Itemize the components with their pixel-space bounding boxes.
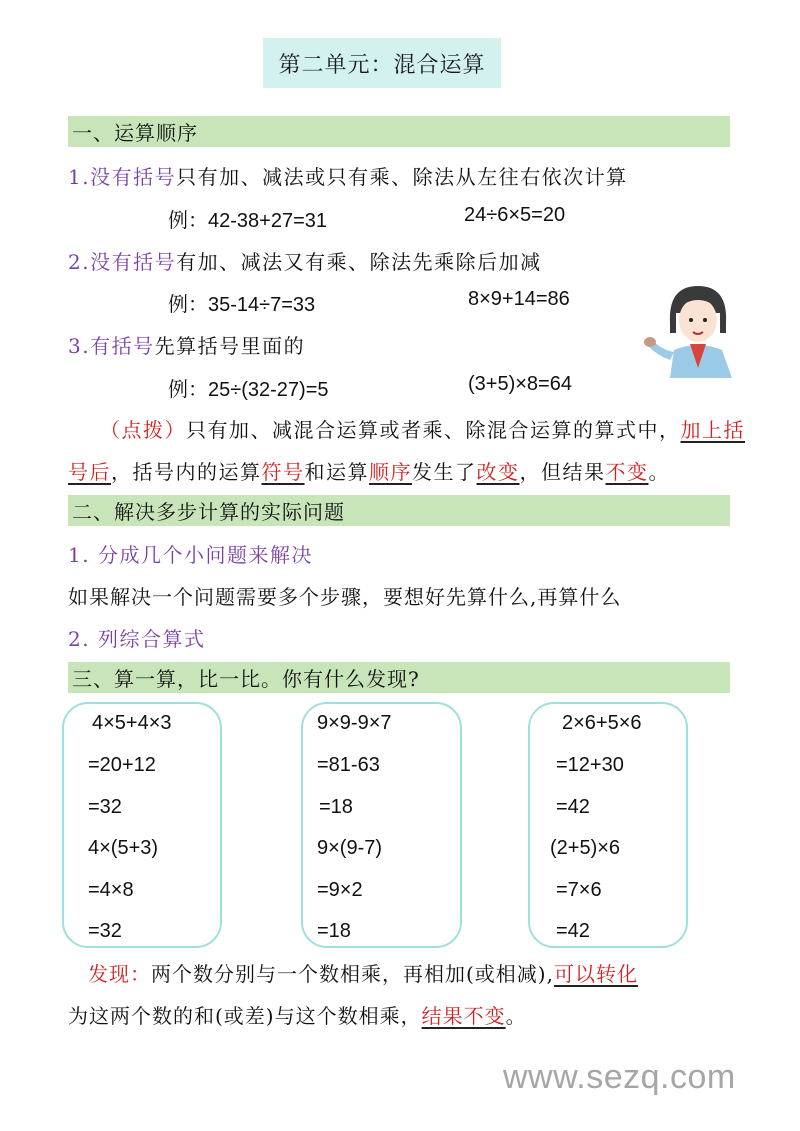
example-expression: 25÷(32-27)=5 xyxy=(208,379,329,401)
rule-3-example-b: (3+5)×8=64 xyxy=(468,373,572,395)
rule-number: 2. xyxy=(68,250,91,274)
rule-number: 3. xyxy=(68,334,91,358)
tip-emphasis: 加上括 xyxy=(680,418,745,442)
finding-text: 两个数分别与一个数相乘，再相加(或相减), xyxy=(151,962,554,986)
finding-text: 为这两个数的和(或差)与这个数相乘， xyxy=(68,1004,422,1028)
rule-3-example-a xyxy=(168,373,329,402)
tip-label: （点拨） xyxy=(100,418,186,442)
tip-text: 只有加、减混合运算或者乘、除混合运算的算式中， xyxy=(186,418,681,442)
calc-line: 2×6+5×6 xyxy=(562,712,642,734)
tip-emphasis: 改变 xyxy=(476,460,520,484)
section-heading-2: 二、解决多步计算的实际问题 xyxy=(68,495,730,526)
calc-line: =20+12 xyxy=(88,754,156,776)
finding-label: 发现： xyxy=(88,962,151,986)
finding-text: 。 xyxy=(505,1004,527,1028)
example-expression: 35-14÷7=33 xyxy=(208,294,316,316)
calc-line: 4×5+4×3 xyxy=(92,712,172,734)
finding-emphasis: 可以转化 xyxy=(553,962,638,986)
calc-line: 4×(5+3) xyxy=(88,837,159,859)
example-label: 例： xyxy=(168,377,208,401)
rule-number: 1. xyxy=(68,165,91,189)
calc-line: =42 xyxy=(556,796,590,818)
calc-line: 9×(9-7) xyxy=(317,837,383,859)
rule-text: 有加、减法又有乘、除法先乘除后加减 xyxy=(176,250,542,274)
girl-illustration-icon xyxy=(640,278,750,378)
finding-line-2 xyxy=(68,1000,527,1029)
tip-emphasis: 顺序 xyxy=(369,460,412,484)
calc-line: =12+30 xyxy=(556,754,624,776)
rule-1 xyxy=(68,161,628,190)
rule-text: 先算括号里面的 xyxy=(154,334,306,358)
tip-text: ，但结果 xyxy=(519,460,606,484)
example-label: 例： xyxy=(168,208,208,232)
rule-2-example-b: 8×9+14=86 xyxy=(468,288,570,310)
finding-line-1 xyxy=(88,958,638,987)
rule-highlight: 没有括号 xyxy=(90,165,177,189)
section-heading-3: 三、算一算，比一比。你有什么发现? xyxy=(68,662,730,693)
section-2-body: 如果解决一个问题需要多个步骤，要想好先算什么,再算什么 xyxy=(68,585,622,609)
rule-1-example-a xyxy=(168,204,327,233)
calc-box-3 xyxy=(528,702,688,948)
page-title: 第二单元：混合运算 xyxy=(263,38,501,88)
calc-box-1 xyxy=(62,702,222,948)
calc-line: =81-63 xyxy=(317,754,380,776)
calc-line: =18 xyxy=(317,920,351,942)
tip-emphasis: 号后 xyxy=(68,460,111,484)
watermark: www.sezq.com xyxy=(503,1058,736,1096)
rule-2 xyxy=(68,246,542,275)
section-heading-1: 一、运算顺序 xyxy=(68,116,730,147)
example-expression: 42-38+27=31 xyxy=(208,210,328,232)
tip-emphasis: 不变 xyxy=(605,460,649,484)
tip-emphasis: 符号 xyxy=(261,460,305,484)
section-2-item-2: 2. 列综合算式 xyxy=(68,627,206,651)
calc-line: =9×2 xyxy=(317,879,363,901)
rule-3 xyxy=(68,330,305,359)
calc-line: =4×8 xyxy=(88,879,134,901)
rule-highlight: 有括号 xyxy=(90,334,155,358)
tip-text: 。 xyxy=(648,460,670,484)
section-2-item-1: 1. 分成几个小问题来解决 xyxy=(68,543,313,567)
rule-2-example-a xyxy=(168,288,315,317)
tip-text: ，括号内的运算 xyxy=(111,460,262,484)
rule-text: 只有加、减法或只有乘、除法从左往右依次计算 xyxy=(176,165,628,189)
example-label: 例： xyxy=(168,292,208,316)
finding-emphasis: 结果不变 xyxy=(421,1004,506,1028)
calc-line: 9×9-9×7 xyxy=(317,712,392,734)
rule-1-example-b: 24÷6×5=20 xyxy=(464,204,566,226)
tip-paragraph-line-2 xyxy=(68,456,670,485)
calc-line: =42 xyxy=(556,920,590,942)
tip-paragraph-line-1 xyxy=(100,414,745,443)
calc-box-2 xyxy=(301,702,462,948)
calc-line: =32 xyxy=(88,796,122,818)
calc-line: (2+5)×6 xyxy=(550,837,621,859)
tip-text: 和运算 xyxy=(304,460,369,484)
calc-line: =18 xyxy=(319,796,353,818)
rule-highlight: 没有括号 xyxy=(90,250,177,274)
calc-line: =32 xyxy=(88,920,122,942)
calc-line: =7×6 xyxy=(556,879,602,901)
tip-text: 发生了 xyxy=(412,460,477,484)
